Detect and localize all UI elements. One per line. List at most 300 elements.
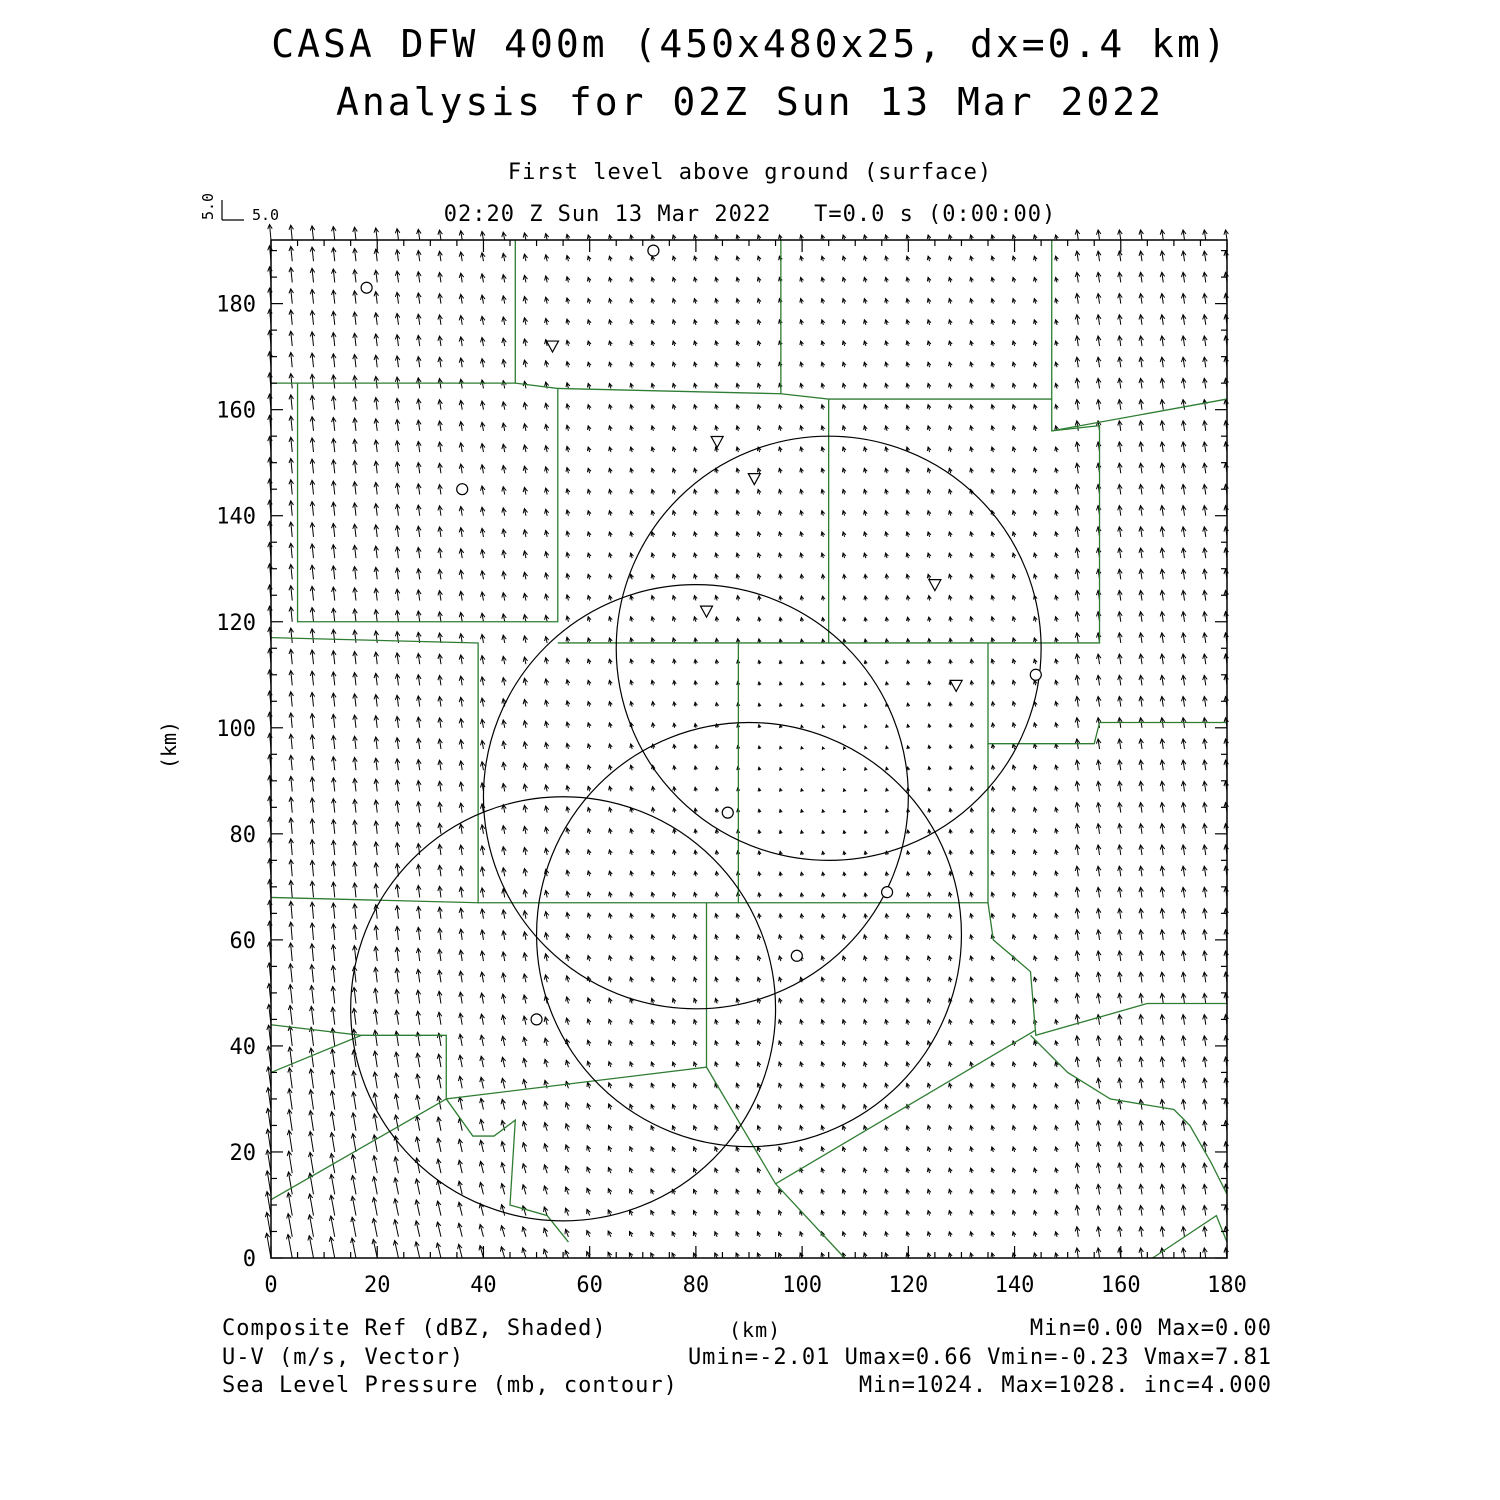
wind-arrow [1118,824,1122,834]
wind-arrow [436,1222,441,1237]
wind-arrow [331,375,336,388]
wind-arrow [1012,1189,1016,1194]
wind-arrow [480,1077,484,1088]
wind-arrow [736,1211,740,1216]
wind-arrow [801,831,804,834]
wind-arrow [310,735,315,749]
wind-arrow [843,618,846,622]
wind-arrow [1055,511,1059,516]
wind-arrow [1075,272,1079,282]
wind-arrow [757,1126,761,1131]
wind-arrow [437,1012,441,1025]
wind-arrow [331,460,336,473]
wind-arrow [331,882,336,897]
wind-arrow [1139,1078,1143,1088]
wind-arrow [1139,930,1143,940]
wind-arrow [1139,993,1143,1003]
wind-arrow [1055,1253,1059,1258]
wind-arrow [1181,887,1185,897]
wind-arrow [800,872,803,876]
station-triangle-marker [701,606,713,617]
wind-arrow [694,787,697,791]
wind-arrow [949,787,952,791]
wind-arrow [927,256,931,261]
wind-arrow [480,613,484,622]
wind-arrow [842,1189,846,1194]
wind-arrow [843,831,846,834]
wind-arrow [566,786,570,792]
wind-arrow [545,403,549,409]
wind-arrow [480,1098,484,1109]
wind-arrow [353,736,358,749]
wind-arrow [566,743,570,749]
wind-arrow [310,459,315,473]
wind-arrow [800,1062,804,1067]
wind-arrow [587,807,591,812]
wind-arrow [906,1126,910,1131]
wind-arrow [416,1074,420,1088]
wind-arrow [1139,590,1143,600]
wind-arrow [417,823,422,834]
wind-arrow [1160,654,1164,664]
wind-arrow [991,787,995,792]
wind-arrow [672,596,676,601]
wind-arrow [758,872,761,876]
wind-arrow [885,998,889,1003]
wind-arrow [1181,1163,1185,1173]
wind-arrow [1075,633,1079,643]
wind-arrow [1118,675,1122,685]
wind-arrow [310,332,315,346]
wind-arrow [1203,739,1207,749]
wind-arrow [309,1131,314,1152]
wind-arrow [1034,680,1038,685]
wind-arrow [885,1211,889,1216]
wind-arrow [673,659,677,664]
wind-arrow [1139,1121,1143,1131]
wind-arrow [1012,511,1016,516]
wind-arrow [885,320,889,325]
wind-arrow [1012,1062,1016,1067]
wind-arrow [779,235,783,240]
wind-arrow [609,277,613,282]
wind-arrow [1139,1015,1143,1025]
wind-arrow [545,721,549,727]
wind-arrow [310,438,315,452]
wind-arrow [331,354,336,367]
wind-arrow [630,786,634,791]
wind-arrow [523,784,527,791]
wind-arrow [757,235,761,240]
subtitle-time: 02:20 Z Sun 13 Mar 2022 T=0.0 s (0:00:00) [443,202,1057,227]
wind-arrow [438,844,442,855]
wind-arrow [672,447,676,452]
wind-arrow [523,699,527,706]
wind-arrow [566,764,570,770]
wind-arrow [1012,447,1016,452]
wind-arrow [630,553,634,558]
wind-arrow [843,872,846,876]
wind-arrow [502,910,506,919]
wind-arrow [1118,1078,1122,1088]
wind-arrow [437,1159,441,1173]
wind-arrow [310,565,315,579]
wind-arrow [693,1168,696,1173]
wind-arrow [715,935,719,940]
wind-arrow [480,316,484,325]
wind-arrow [970,850,974,855]
wind-arrow [1203,781,1207,791]
wind-arrow [1034,341,1038,346]
wind-arrow [651,532,655,537]
wind-arrow [1055,892,1059,897]
wind-arrow [609,765,613,770]
wind-arrow [331,840,336,855]
wind-arrow [1139,527,1143,537]
wind-arrow [1034,744,1038,749]
wind-arrow [566,722,570,728]
wind-arrow [331,396,336,409]
wind-arrow [587,786,591,791]
wind-arrow [715,1062,719,1067]
wind-arrow [1034,256,1038,261]
x-tick-label: 80 [682,1273,710,1298]
wind-arrow [438,907,443,918]
x-tick-label: 100 [782,1273,822,1298]
wind-arrow [566,510,570,516]
wind-arrow [1055,723,1059,728]
wind-arrow [1075,230,1079,240]
wind-arrow [310,692,315,706]
wind-arrow [715,596,719,601]
wind-arrow [480,465,484,474]
wind-arrow [821,574,825,579]
wind-arrow [991,426,995,431]
wind-arrow [1181,315,1185,325]
wind-arrow [779,447,783,452]
wind-arrow [523,318,527,325]
wind-arrow [416,1053,420,1067]
wind-arrow [417,441,421,452]
wind-arrow [822,810,825,813]
wind-arrow [651,977,655,982]
wind-arrow [991,638,995,643]
wind-arrow [970,977,974,982]
wind-arrow [309,1111,314,1131]
wind-arrow [780,768,783,771]
wind-arrow [906,617,909,621]
wind-arrow [842,511,846,516]
wind-arrow [587,426,591,431]
wind-arrow [502,678,506,686]
wind-arrow [587,1209,591,1215]
wind-arrow [566,277,570,283]
wind-arrow [736,1105,740,1110]
wind-arrow [1139,442,1143,452]
wind-arrow [715,998,719,1003]
wind-arrow [906,277,910,282]
wind-arrow [757,532,761,537]
wind-arrow [821,468,825,473]
wind-arrow [566,425,570,431]
wind-arrow [374,842,379,855]
wind-arrow [289,437,294,452]
wind-arrow [651,320,655,325]
wind-arrow [1160,675,1164,685]
wind-arrow [437,1054,441,1067]
wind-arrow [630,765,634,770]
wind-arrow [1034,362,1038,367]
wind-arrow [864,914,868,919]
wind-arrow [566,701,570,707]
wind-arrow [949,892,953,897]
wind-arrow [479,1224,483,1236]
wind-arrow [906,532,910,537]
wind-arrow [1055,320,1059,325]
wind-arrow [310,881,315,897]
wind-arrow [523,296,527,303]
wind-arrow [458,1181,462,1194]
wind-arrow [587,1061,591,1067]
wind-arrow [757,935,761,940]
wind-arrow [1203,1184,1207,1194]
wind-arrow [821,511,825,516]
wind-arrow [864,553,868,558]
wind-arrow [523,826,527,833]
wind-arrow [991,468,995,473]
wind-arrow [1139,336,1143,346]
wind-arrow [479,1182,483,1194]
wind-arrow [1055,1168,1059,1173]
wind-arrow [395,738,400,749]
wind-arrow [970,766,973,770]
wind-arrow [694,766,697,770]
wind-arrow [885,468,889,473]
wind-arrow [1118,272,1122,282]
wind-arrow [715,383,719,388]
wind-arrow [694,277,698,282]
wind-arrow [1096,527,1100,537]
wind-arrow [565,1208,569,1215]
wind-arrow [864,1083,868,1088]
wind-arrow [693,1126,697,1131]
wind-arrow [694,383,698,388]
wind-arrow [757,1253,761,1258]
wind-arrow [289,416,294,431]
wind-arrow [545,297,549,303]
wind-arrow [949,447,953,452]
wind-arrow [779,426,783,431]
wind-arrow [885,511,889,516]
wind-arrow [800,998,804,1003]
wind-arrow [949,850,952,855]
wind-arrow [885,1105,889,1110]
wind-arrow [949,489,953,494]
wind-arrow [1160,972,1164,982]
wind-arrow [545,446,549,452]
wind-arrow [949,426,953,431]
wind-arrow [289,628,294,643]
wind-arrow [331,269,336,282]
wind-arrow [779,1126,783,1131]
wind-arrow [927,956,931,961]
wind-arrow [1034,532,1038,537]
wind-arrow [928,893,932,898]
wind-arrow [523,509,527,516]
wind-arrow [1181,590,1185,600]
wind-arrow [373,1009,377,1024]
wind-arrow [800,277,804,282]
wind-arrow [842,1232,846,1237]
wind-arrow [758,851,761,855]
wind-arrow [395,885,400,898]
wind-arrow [779,405,783,410]
wind-arrow [630,914,634,919]
wind-arrow [821,1020,825,1025]
wind-arrow [842,1211,846,1216]
wind-arrow [374,440,379,452]
wind-arrow [289,374,294,389]
wind-arrow [1012,892,1016,897]
wind-arrow [372,1218,377,1236]
wind-arrow [545,594,549,600]
wind-arrow [545,827,549,834]
wind-arrow [885,1062,889,1067]
wind-arrow [1181,400,1185,410]
wind-arrow [842,956,846,961]
wind-arrow [991,1062,995,1067]
wind-arrow [843,789,846,792]
wind-arrow [927,977,931,982]
wind-arrow [1012,744,1016,749]
wind-arrow [1096,697,1100,707]
wind-arrow [502,508,506,516]
wind-arrow [991,723,995,728]
wind-arrow [927,1062,931,1067]
wind-arrow [310,923,315,940]
wind-arrow [694,829,697,833]
wind-arrow [885,574,889,579]
wind-arrow [438,612,442,622]
wind-arrow [459,866,463,876]
wind-arrow [778,1211,782,1216]
wind-arrow [907,660,910,664]
wind-arrow [991,489,995,494]
y-tick-label: 140 [216,504,256,530]
wind-arrow [715,914,719,919]
wind-arrow [566,997,570,1004]
x-tick-label: 180 [1207,1273,1247,1298]
wind-arrow [330,1133,335,1152]
wind-arrow [736,935,740,940]
wind-arrow [1096,951,1100,961]
wind-arrow [501,994,505,1003]
wind-arrow [779,893,782,897]
wind-arrow [1055,1020,1059,1025]
wind-arrow [970,596,974,601]
wind-arrow [822,768,824,771]
wind-arrow [331,523,336,536]
wind-arrow [1055,532,1059,537]
wind-arrow [480,274,484,283]
wind-arrow [779,998,783,1003]
wind-arrow [758,725,761,728]
wind-arrow [842,1147,846,1152]
wind-arrow [330,1070,334,1088]
wind-arrow [970,256,974,261]
wind-arrow [949,703,952,707]
wind-arrow [991,256,995,261]
wind-arrow [1203,569,1207,579]
wind-arrow [821,1105,825,1110]
wind-arrow [800,553,804,558]
wind-arrow [373,1156,378,1173]
wind-arrow [329,1237,334,1258]
county-line [558,240,781,394]
wind-arrow [906,341,910,346]
footer-ref-minmax: Min=0.00 Max=0.00 [1029,1316,1272,1341]
wind-arrow [459,591,463,600]
wind-arrow [630,617,634,622]
wind-arrow [587,341,591,346]
wind-arrow [757,1168,761,1173]
wind-arrow [310,777,315,791]
wind-arrow [864,362,868,367]
wind-arrow [906,1147,910,1152]
wind-arrow [1203,803,1207,813]
wind-arrow [864,1253,868,1258]
wind-arrow [480,253,484,262]
wind-arrow [331,799,336,813]
y-tick-label: 20 [229,1140,256,1166]
wind-arrow [459,634,463,643]
wind-arrow [480,401,484,410]
wind-arrow [1118,1036,1122,1046]
wind-arrow [523,275,527,282]
wind-arrow [1118,951,1122,961]
wind-arrow [927,511,931,516]
wind-arrow [459,273,463,282]
wind-arrow [1012,532,1016,537]
wind-arrow [864,1062,868,1067]
wind-arrow [1139,1227,1143,1237]
wind-arrow [651,596,655,601]
wind-arrow [1118,930,1122,940]
wind-arrow [1055,1041,1059,1046]
wind-arrow [694,956,698,961]
wind-arrow [1012,680,1016,685]
wind-arrow [353,757,358,770]
wind-arrow [907,703,910,706]
wind-arrow [609,596,613,601]
wind-arrow [1034,299,1038,304]
wind-arrow [565,1250,569,1258]
wind-arrow [757,362,761,367]
wind-arrow [672,277,676,282]
wind-arrow [1012,977,1016,982]
wind-arrow [736,1041,740,1046]
wind-arrow [1012,426,1016,431]
wind-arrow [479,1140,483,1152]
wind-arrow [842,383,846,388]
wind-arrow [970,1147,974,1152]
wind-arrow [842,468,846,473]
wind-arrow [651,935,655,940]
wind-arrow [566,828,570,834]
wind-arrow [265,1192,271,1216]
wind-arrow [651,235,655,240]
wind-arrow [672,299,676,304]
